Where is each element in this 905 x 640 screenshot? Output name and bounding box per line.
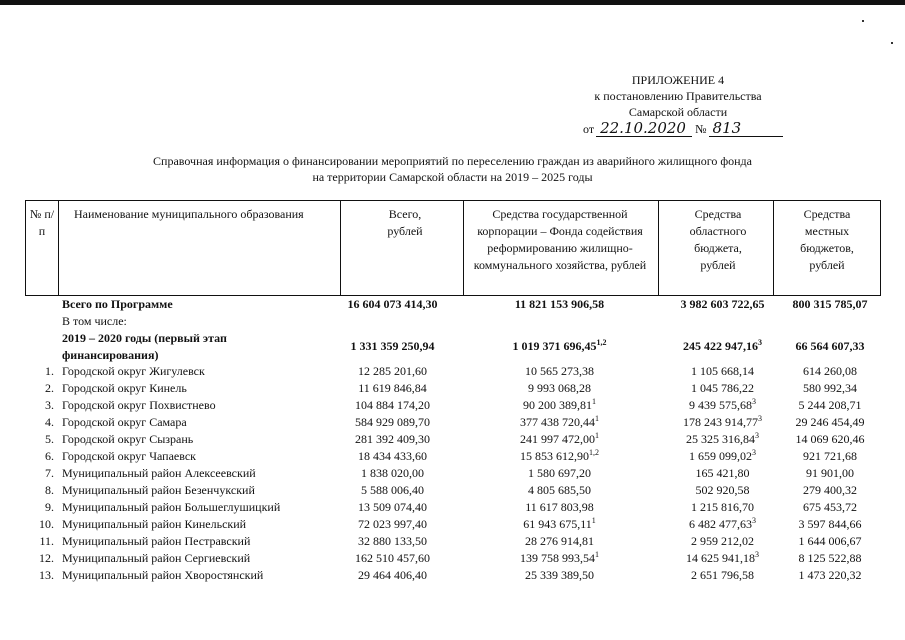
row-regional: 1 105 668,14 [691,364,754,378]
row-fund: 10 565 273,38 [525,364,594,378]
row-local: 29 246 454,49 [795,415,865,429]
header-local: Средства местных бюджетов, рублей [800,207,854,272]
row-name: Городской округ Сызрань [62,432,194,446]
row-number: 12. [39,551,54,565]
row-total: 29 464 406,40 [358,568,427,582]
row-total: 32 880 133,50 [358,534,427,548]
handwritten-number: 813 [709,120,783,137]
row-regional: 502 920,58 [695,483,750,497]
row-number: 2. [45,381,54,395]
row-regional: 1 215 816,70 [691,500,754,514]
header-regional: Средства областного бюджета, рублей [689,207,747,272]
row-regional: 1 045 786,22 [691,381,754,395]
row-regional: 14 625 941,18$^3$ [686,550,759,565]
table-row [0,448,905,465]
row-number: 6. [45,449,54,463]
table-row [0,499,905,516]
row-number: 8. [45,483,54,497]
row-number: 5. [45,432,54,446]
row-fund: 9 993 068,28 [528,381,591,395]
row-regional: 6 482 477,63$^3$ [689,516,756,531]
stage-label-line1: 2019 – 2020 годы (первый этап [62,331,227,345]
row-name: Муниципальный район Пестравский [62,534,251,548]
row-number: 9. [45,500,54,514]
row-name: Муниципальный район Кинельский [62,517,247,531]
row-total: 584 929 089,70 [355,415,430,429]
appendix-region: Самарской области [628,105,728,119]
row-number: 3. [45,398,54,412]
row-local: 800 315 785,07 [792,297,868,311]
table-row [0,465,905,482]
row-total: 18 434 433,60 [358,449,427,463]
row-total: 16 604 073 414,30 [347,297,438,311]
scan-speck [862,20,864,22]
row-name: Городской округ Чапаевск [62,449,196,463]
row-name: Всего по Программе [62,297,173,311]
row-local: 279 400,32 [803,483,857,497]
row-fund: 1 019 371 696,45$^{1,2}$ [512,338,607,353]
row-local: 1 644 006,67 [798,534,862,548]
header-fund: Средства государственной корпорации – Фонда содействия реформированию жилищно-коммунального хозяйства, рублей [473,207,647,272]
appendix-subtitle: к постановлению Правительства [594,89,762,103]
row-name: Городской округ Кинель [62,381,187,395]
row-fund: 28 276 914,81 [525,534,594,548]
row-local: 5 244 208,71 [798,398,862,412]
row-total: 5 588 006,40 [361,483,424,497]
row-total: 1 838 020,00 [361,466,424,480]
title-line-1: Справочная информация о финансировании мероприятий по переселению граждан из аварийного жилищного фонда [153,154,752,168]
appendix-title: ПРИЛОЖЕНИЕ 4 [631,73,725,87]
scan-speck [891,42,893,44]
column-divider [658,200,659,296]
row-local: 1 473 220,32 [798,568,862,582]
program-total-row [0,296,905,313]
table-row [0,363,905,380]
document-title [90,153,815,185]
row-fund: 4 805 685,50 [528,483,591,497]
row-fund: 139 758 993,54$^1$ [520,550,599,565]
top-border-line [0,0,905,5]
table-row [0,516,905,533]
row-fund: 61 943 675,11$^1$ [523,516,596,531]
table-row [0,431,905,448]
date-prefix: от [583,122,595,136]
handwritten-date: 22.10.2020 [596,120,692,137]
header-name: Наименование муниципального образования [74,207,304,221]
row-number: 10. [39,517,54,531]
row-regional: 165 421,80 [695,466,750,480]
row-name: Муниципальный район Алексеевский [62,466,256,480]
row-number: 1. [45,364,54,378]
row-regional: 245 422 947,16$^3$ [683,338,762,353]
row-regional: 3 982 603 722,65 [680,297,765,311]
number-prefix: № [695,122,707,136]
row-fund: 241 997 472,00$^1$ [520,431,599,446]
including-row [0,313,905,330]
row-fund: 90 200 389,81$^1$ [523,397,596,412]
column-divider [58,200,59,296]
row-total: 104 884 174,20 [355,398,430,412]
row-regional: 1 659 099,02$^3$ [689,448,756,463]
row-local: 66 564 607,33 [795,339,865,353]
row-total: 11 619 846,84 [358,381,427,395]
row-number: 11. [39,534,54,548]
row-fund: 11 821 153 906,58 [514,297,605,311]
row-total: 162 510 457,60 [355,551,430,565]
row-local: 3 597 844,66 [798,517,862,531]
row-total: 281 392 409,30 [355,432,430,446]
table-row [0,380,905,397]
row-name: Городской округ Самара [62,415,187,429]
row-local: 614 260,08 [803,364,857,378]
row-fund: 11 617 803,98 [525,500,594,514]
table-row [0,397,905,414]
row-regional: 25 325 316,84$^3$ [686,431,759,446]
table-row [0,567,905,584]
title-line-2: на территории Самарской области на 2019 – 2025 годы [312,170,593,184]
row-fund: 15 853 612,90$^{1,2}$ [520,448,599,463]
including-label: В том числе: [62,314,127,328]
appendix-date-number-line [573,120,783,137]
row-regional: 178 243 914,77$^3$ [683,414,762,429]
row-local: 14 069 620,46 [795,432,865,446]
row-local: 580 992,34 [803,381,857,395]
column-divider [340,200,341,296]
row-total: 1 331 359 250,94 [350,339,435,353]
column-divider [773,200,774,296]
row-fund: 1 580 697,20 [528,466,591,480]
row-name: Муниципальный район Безенчукский [62,483,255,497]
row-name: Городской округ Жигулевск [62,364,205,378]
row-local: 91 901,00 [806,466,854,480]
row-number: 7. [45,466,54,480]
row-regional: 9 439 575,68$^3$ [689,397,756,412]
row-regional: 2 651 796,58 [691,568,754,582]
row-number: 4. [45,415,54,429]
row-local: 675 453,72 [803,500,857,514]
stage-label-line2: финансирования) [62,348,159,362]
table-row [0,482,905,499]
appendix-header [573,72,783,137]
row-name: Муниципальный район Сергиевский [62,551,251,565]
row-local: 921 721,68 [803,449,857,463]
table-row [0,533,905,550]
header-total: Всего, рублей [387,207,423,238]
table-row [0,414,905,431]
row-name: Городской округ Похвистнево [62,398,216,412]
header-no: № п/п [29,207,55,238]
row-regional: 2 959 212,02 [691,534,754,548]
row-total: 13 509 074,40 [358,500,427,514]
row-total: 72 023 997,40 [358,517,427,531]
table-row [0,550,905,567]
row-local: 8 125 522,88 [798,551,862,565]
row-number: 13. [39,568,54,582]
row-fund: 25 339 389,50 [525,568,594,582]
row-name: Муниципальный район Хворостянский [62,568,264,582]
stage-values-row [0,338,905,355]
row-fund: 377 438 720,44$^1$ [520,414,599,429]
row-total: 12 285 201,60 [358,364,427,378]
column-divider [463,200,464,296]
row-name: Муниципальный район Большеглушицкий [62,500,281,514]
